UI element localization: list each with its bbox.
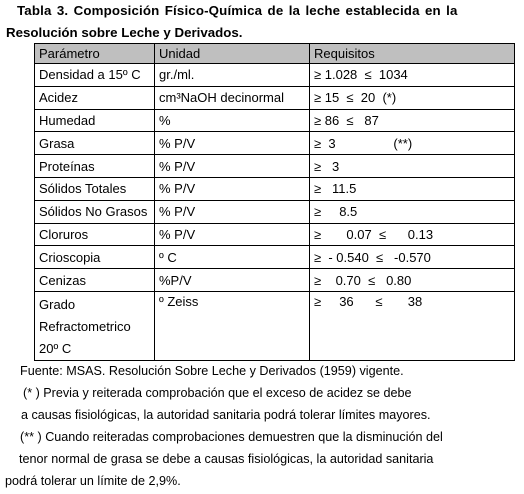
cell-parametro: Cenizas bbox=[35, 269, 155, 292]
cell-unidad: %P/V bbox=[155, 269, 310, 292]
cell-requisitos: ≥ 3 bbox=[310, 155, 515, 178]
cell-requisitos: ≥ 3 (**) bbox=[310, 132, 515, 155]
table-row bbox=[35, 64, 515, 87]
cell-requisitos: ≥ 1.028 ≤ 1034 bbox=[310, 64, 515, 87]
table-row bbox=[35, 246, 515, 269]
cell-unidad: º Zeiss bbox=[155, 291, 310, 360]
cell-requisitos: ≥ - 0.540 ≤ -0.570 bbox=[310, 246, 515, 269]
cell-parametro: Sólidos Totales bbox=[35, 177, 155, 200]
cell-unidad: % P/V bbox=[155, 155, 310, 178]
header-requisitos: Requisitos bbox=[310, 44, 515, 64]
cell-requisitos: ≥ 0.70 ≤ 0.80 bbox=[310, 269, 515, 292]
cell-requisitos: ≥ 86 ≤ 87 bbox=[310, 109, 515, 132]
cell-requisitos: ≥ 0.07 ≤ 0.13 bbox=[310, 223, 515, 246]
table-notes bbox=[4, 360, 520, 492]
cell-parametro: Grasa bbox=[35, 132, 155, 155]
cell-requisitos: ≥ 15 ≤ 20 (*) bbox=[310, 86, 515, 109]
table-row bbox=[35, 155, 515, 178]
table-row bbox=[35, 109, 515, 132]
caption-line-2: Resolución sobre Leche y Derivados. bbox=[6, 25, 243, 40]
composition-table bbox=[34, 43, 515, 361]
note-grasa-end: podrá tolerar un límite de 2,9%. bbox=[5, 474, 181, 488]
table-row bbox=[35, 269, 515, 292]
note-acidez: (* ) Previa y reiterada comprobación que el exceso de acidez se debe bbox=[23, 386, 412, 400]
table-row bbox=[35, 86, 515, 109]
table-caption bbox=[6, 0, 518, 44]
cell-parametro: Grado Refractometrico 20º C bbox=[35, 291, 155, 360]
header-parametro: Parámetro bbox=[35, 44, 155, 64]
cell-unidad: % P/V bbox=[155, 177, 310, 200]
cell-parametro: Densidad a 15º C bbox=[35, 64, 155, 87]
cell-unidad: % bbox=[155, 109, 310, 132]
cell-unidad: º C bbox=[155, 246, 310, 269]
cell-requisitos: ≥ 8.5 bbox=[310, 200, 515, 223]
table-row bbox=[35, 177, 515, 200]
cell-parametro: Crioscopia bbox=[35, 246, 155, 269]
note-acidez-cont: a causas fisiológicas, la autoridad sanitaria podrá tolerar límites mayores. bbox=[21, 408, 431, 422]
cell-parametro: Sólidos No Grasos bbox=[35, 200, 155, 223]
note-grasa: (** ) Cuando reiteradas comprobaciones demuestren que la disminución del bbox=[20, 430, 443, 444]
note-grasa-cont: tenor normal de grasa se debe a causas fisiológicas, la autoridad sanitaria bbox=[19, 452, 434, 466]
cell-parametro: Proteínas bbox=[35, 155, 155, 178]
table-row bbox=[35, 223, 515, 246]
table-row bbox=[35, 291, 515, 360]
cell-requisitos: ≥ 11.5 bbox=[310, 177, 515, 200]
cell-requisitos: ≥ 36 ≤ 38 bbox=[310, 291, 515, 360]
cell-unidad: % P/V bbox=[155, 200, 310, 223]
cell-unidad: % P/V bbox=[155, 132, 310, 155]
caption-line-1: Tabla 3. Composición Físico-Química de la leche establecida en la bbox=[17, 3, 458, 18]
cell-parametro: Acidez bbox=[35, 86, 155, 109]
table-header-row bbox=[35, 44, 515, 64]
note-source: Fuente: MSAS. Resolución Sobre Leche y Derivados (1959) vigente. bbox=[20, 364, 404, 378]
cell-unidad: gr./ml. bbox=[155, 64, 310, 87]
header-unidad: Unidad bbox=[155, 44, 310, 64]
cell-parametro: Cloruros bbox=[35, 223, 155, 246]
cell-unidad: cm³NaOH decinormal bbox=[155, 86, 310, 109]
table-row bbox=[35, 200, 515, 223]
table-row bbox=[35, 132, 515, 155]
cell-parametro: Humedad bbox=[35, 109, 155, 132]
cell-unidad: % P/V bbox=[155, 223, 310, 246]
